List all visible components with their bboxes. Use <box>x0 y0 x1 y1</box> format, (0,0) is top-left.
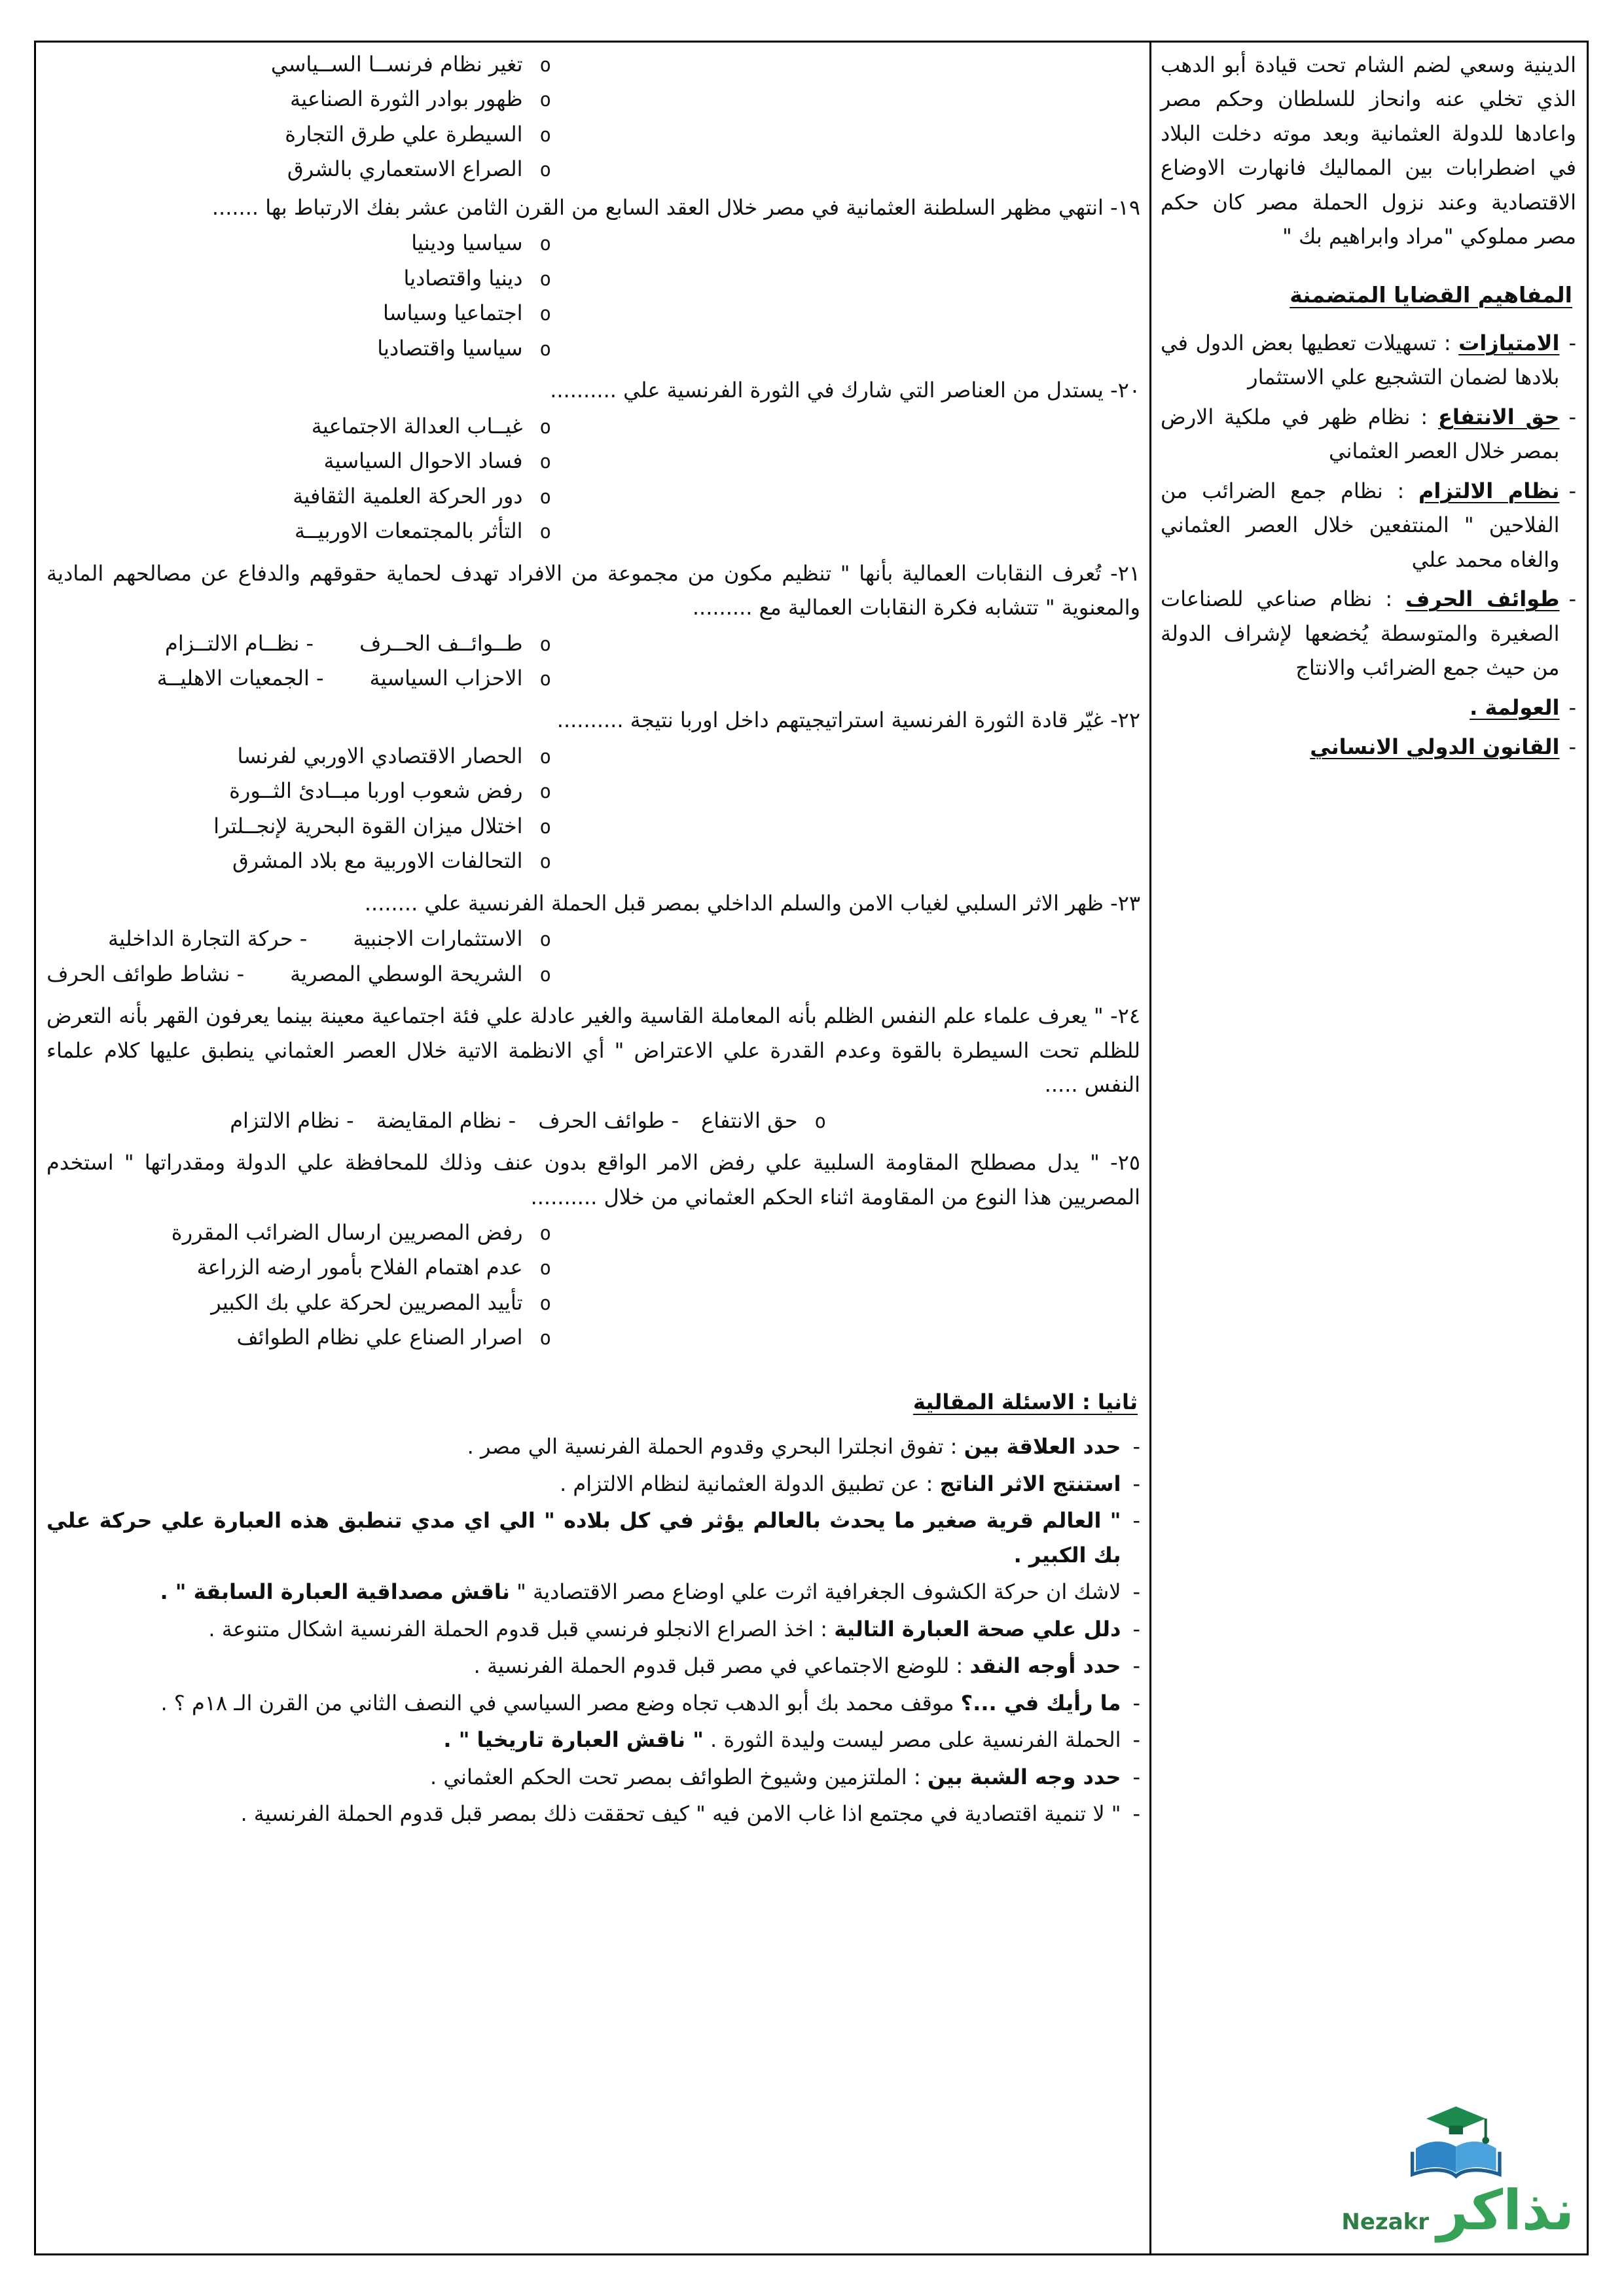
essay-item <box>46 1612 1140 1646</box>
concept-term: الامتيازات <box>1458 330 1560 355</box>
option-bullet-icon: o <box>539 302 551 325</box>
dash-bullet: - <box>1132 1616 1140 1641</box>
essay-item <box>46 1797 1140 1831</box>
option-cells <box>237 739 522 773</box>
option-row <box>46 82 551 116</box>
option-text: اختلال ميزان القوة البحرية لإنجــلترا <box>213 813 523 838</box>
option-row <box>46 1250 551 1284</box>
essay-text <box>46 1467 1121 1501</box>
logo-latin-text: Nezakr <box>1341 2209 1430 2236</box>
question-options <box>46 739 1140 878</box>
option-text: الاحزاب السياسية <box>369 665 523 691</box>
option-text: الشريحة الوسطي المصرية <box>290 961 523 986</box>
option-row <box>46 809 551 843</box>
text-segment: ما رأيك في ...؟ <box>960 1690 1121 1715</box>
option-text: حق الانتفاع <box>701 1107 798 1133</box>
text-segment: ناقش مصداقية العبارة السابقة " . <box>160 1579 510 1605</box>
essay-text <box>46 1760 1121 1794</box>
option-row <box>46 739 551 773</box>
option-text: ظهور بوادر الثورة الصناعية <box>290 86 523 112</box>
concept-term: نظام الالتزام <box>1418 478 1560 503</box>
option-row <box>46 152 551 186</box>
option-bullet-icon: o <box>539 1291 551 1314</box>
dash-bullet: - <box>1568 694 1576 720</box>
option-text: سياسيا واقتصاديا <box>377 335 523 361</box>
option-row <box>46 1285 551 1319</box>
option-text: - طوائف الحرف <box>538 1107 679 1133</box>
option-cells <box>108 922 523 956</box>
dash-bullet: - <box>1568 478 1576 503</box>
sidebar-heading: المفاهيم القضايا المتضمنة <box>1290 281 1572 308</box>
essay-item <box>46 1467 1140 1501</box>
option-bullet-icon: o <box>539 267 551 290</box>
concept-item <box>1161 691 1576 725</box>
text-segment: موقف محمد بك أبو الدهب تجاه وضع مصر السياسي في النصف الثاني من القرن الـ ١٨م ؟ . <box>160 1690 961 1715</box>
option-text: دينيا واقتصاديا <box>403 265 523 291</box>
option-cells <box>157 661 523 695</box>
dash-bullet: - <box>1132 1579 1140 1605</box>
option-cells <box>293 479 522 513</box>
option-cells <box>165 626 522 660</box>
option-text: - نظام الالتزام <box>230 1107 354 1133</box>
dash-bullet: - <box>1132 1434 1140 1460</box>
concept-item <box>1161 474 1576 577</box>
option-cells <box>287 152 523 186</box>
essay-text <box>46 1612 1121 1646</box>
option-text: السيطرة علي طرق التجارة <box>285 121 523 147</box>
option-row <box>46 331 551 365</box>
essay-text <box>46 1686 1121 1720</box>
option-cells <box>403 261 522 295</box>
option-bullet-icon: o <box>539 963 551 986</box>
option-bullet-icon: o <box>539 337 551 360</box>
text-segment: الحملة الفرنسية على مصر ليست وليدة الثورة . <box>703 1727 1121 1753</box>
option-text: دور الحركة العلمية الثقافية <box>293 483 523 509</box>
text-segment: : تفوق انجلترا البحري وقدوم الحملة الفرنسية الي مصر . <box>467 1434 964 1460</box>
main-column <box>36 43 1149 2253</box>
option-bullet-icon: o <box>539 232 551 255</box>
concept-definition: : نظام ظهر في ملكية الارض بمصر خلال العصر العثماني <box>1161 404 1560 464</box>
question-options <box>46 409 1140 548</box>
essay-item <box>46 1503 1140 1572</box>
dash-bullet: - <box>1568 734 1576 760</box>
option-text: تغير نظام فرنســا الســياسي <box>270 52 523 77</box>
option-cells <box>213 809 522 843</box>
option-bullet-icon: o <box>539 450 551 473</box>
logo-text <box>1341 2178 1574 2243</box>
concept-text <box>1161 582 1559 685</box>
option-text: طــوائــف الحــرف <box>359 630 523 656</box>
option-text: تأييد المصريين لحركة علي بك الكبير <box>211 1289 523 1315</box>
dash-bullet: - <box>1132 1653 1140 1679</box>
option-text: - الجمعيات الاهليــة <box>156 665 324 691</box>
essay-item <box>46 1575 1140 1609</box>
text-segment: : الملتزمين وشيوخ الطوائف بمصر تحت الحكم العثماني . <box>430 1764 928 1789</box>
dash-bullet: - <box>1132 1690 1140 1715</box>
question-text: ٢٢- غيّر قادة الثورة الفرنسية استراتيجيتهم داخل اوربا نتيجة .......... <box>556 708 1140 733</box>
option-bullet-icon: o <box>539 850 551 873</box>
option-cells <box>171 1215 523 1249</box>
essay-item <box>46 1649 1140 1683</box>
concept-item <box>1161 730 1576 764</box>
text-segment: حدد وجه الشبة بين <box>927 1764 1121 1789</box>
option-bullet-icon: o <box>539 415 551 438</box>
option-bullet-icon: o <box>539 745 551 768</box>
dash-bullet: - <box>1568 330 1576 355</box>
option-bullet-icon: o <box>814 1109 826 1132</box>
option-text: رفض المصريين ارسال الضرائب المقررة <box>171 1220 523 1245</box>
question-23 <box>46 886 1140 991</box>
option-cells <box>229 774 522 808</box>
dash-bullet: - <box>1132 1727 1140 1753</box>
essay-text <box>46 1429 1121 1463</box>
option-cells <box>312 409 523 443</box>
option-bullet-icon: o <box>539 520 551 543</box>
option-bullet-icon: o <box>539 1327 551 1350</box>
question-text: ٢٥- " يدل مصطلح المقاومة السلبية علي رفض الامر الواقع بدون عنف وذلك للمحافظة علي الدولة ومقدراتها " استخدم المصريين هذا النوع من المقاومة اثناء الحكم العثماني من خلال .......... <box>46 1150 1140 1210</box>
option-text: الصراع الاستعماري بالشرق <box>287 156 523 182</box>
dash-bullet: - <box>1132 1471 1140 1496</box>
concept-definition: : نظام جمع الضرائب من الفلاحين " المنتفعين خلال العصر العثماني والغاه محمد علي <box>1161 478 1560 572</box>
option-text: - نظــام الالتــزام <box>165 630 314 656</box>
concept-definition: : تسهيلات تعطيها بعض الدول في بلادها لضمان التشجيع علي الاستثمار <box>1161 330 1560 390</box>
text-segment: حدد أوجه النقد <box>969 1653 1121 1679</box>
text-segment: دلل علي صحة العبارة التالية <box>834 1616 1121 1641</box>
option-bullet-icon: o <box>539 485 551 508</box>
text-segment: " ناقش العبارة تاريخيا " . <box>443 1727 704 1753</box>
concept-term: العولمة . <box>1470 694 1560 720</box>
question-19 <box>46 190 1140 365</box>
option-text: رفض شعوب اوربا مبــادئ الثــورة <box>229 778 523 804</box>
question-20 <box>46 373 1140 548</box>
text-segment: لاشك ان حركة الكشوف الجغرافية اثرت علي اوضاع مصر الاقتصادية " <box>509 1579 1121 1605</box>
essay-item <box>46 1760 1140 1794</box>
option-cells <box>236 1320 522 1354</box>
option-row <box>46 1215 551 1249</box>
dash-bullet: - <box>1132 1764 1140 1789</box>
option-cells <box>271 47 523 81</box>
option-bullet-icon: o <box>539 158 551 181</box>
option-row <box>46 409 551 443</box>
concept-definition: : نظام صناعي للصناعات الصغيرة والمتوسطة يُخضعها لإشراف الدولة من حيث جمع الضرائب والانتاج <box>1161 586 1560 681</box>
option-cells <box>197 1250 523 1284</box>
logo-arabic-text: نذاكر <box>1437 2178 1574 2243</box>
sidebar-column <box>1149 43 1587 2253</box>
option-bullet-icon: o <box>539 815 551 838</box>
essay-heading: ثانيا : الاسئلة المقالية <box>912 1389 1138 1414</box>
option-row <box>46 226 551 260</box>
option-cells <box>232 844 523 878</box>
book-graduation-cap-icon <box>1405 2103 1510 2181</box>
sidebar-concepts-list <box>1161 326 1576 764</box>
option-row <box>46 774 551 808</box>
question-options <box>46 1215 1140 1355</box>
question-21 <box>46 556 1140 696</box>
option-row <box>46 514 551 548</box>
option-row <box>46 261 551 295</box>
essay-item <box>46 1686 1140 1720</box>
concept-text <box>1161 730 1559 764</box>
option-cells <box>295 514 523 548</box>
option-text: الاستثمارات الاجنبية <box>353 926 523 952</box>
dash-bullet: - <box>1132 1801 1140 1827</box>
option-row <box>46 1320 551 1354</box>
option-row <box>46 479 551 513</box>
option-row <box>46 47 551 81</box>
concept-term: القانون الدولي الانساني <box>1310 734 1560 760</box>
option-row <box>46 661 551 695</box>
text-segment: " العالم قرية صغير ما يحدث بالعالم يؤثر في كل بلاده " الي اي مدي تنطبق هذه العبارة علي حركة علي بك الكبير . <box>46 1508 1121 1568</box>
option-bullet-icon: o <box>539 780 551 803</box>
carryover-options <box>46 47 1140 187</box>
essay-item <box>46 1429 1140 1463</box>
dash-bullet: - <box>1132 1508 1140 1534</box>
option-bullet-icon: o <box>539 928 551 951</box>
option-row <box>46 444 551 478</box>
question-options <box>46 626 1140 696</box>
option-bullet-icon: o <box>539 1257 551 1280</box>
question-22 <box>46 703 1140 878</box>
option-text: عدم اهتمام الفلاح بأمور ارضه الزراعة <box>196 1255 523 1280</box>
option-text: الحصار الاقتصادي الاوربي لفرنسا <box>237 743 523 768</box>
concept-item <box>1161 326 1576 395</box>
essay-item <box>46 1723 1140 1757</box>
option-cells <box>211 1285 522 1319</box>
option-text: فساد الاحوال السياسية <box>323 448 523 474</box>
concept-item <box>1161 582 1576 685</box>
question-text: ٢١- تُعرف النقابات العمالية بأنها " تنظيم مكون من مجموعة من الافراد تهدف لحماية حقوقهم والدفاع عن مصالحهم المادية والمعنوية " تتشابه فكرة النقابات العمالية مع ......... <box>46 560 1140 620</box>
question-text: ١٩- انتهي مظهر السلطنة العثمانية في مصر خلال العقد السابع من القرن الثامن عشر بفك الارتباط بها ....... <box>211 194 1140 220</box>
option-bullet-icon: o <box>539 1222 551 1244</box>
option-text: اصرار الصناع علي نظام الطوائف <box>236 1325 523 1350</box>
question-24 <box>46 999 1140 1138</box>
option-row <box>46 117 551 151</box>
option-row <box>46 626 551 660</box>
question-text: ٢٣- ظهر الاثر السلبي لغياب الامن والسلم الداخلي بمصر قبل الحملة الفرنسية علي ........ <box>364 890 1140 916</box>
option-row <box>46 844 551 878</box>
sidebar-intro-paragraph: الدينية وسعي لضم الشام تحت قيادة أبو الدهب الذي تخلي عنه وانحاز للسلطان وحكم مصر واعادها للدولة العثمانية وبعد موته دخلت البلاد في اضطرابات بين المماليك فانهارت الاوضاع الاقتصادية وعند نزول الحملة مصر كان حكم مصر مملوكي "مراد وابراهيم بك " <box>1161 52 1576 249</box>
concept-term: حق الانتفاع <box>1437 404 1560 429</box>
text-segment: حدد العلاقة بين <box>964 1434 1121 1460</box>
option-text: - حركة التجارة الداخلية <box>108 926 308 952</box>
option-row <box>46 296 551 330</box>
option-cells <box>411 226 522 260</box>
option-text: اجتماعيا وسياسا <box>383 300 523 326</box>
option-row <box>46 957 551 991</box>
concept-item <box>1161 400 1576 469</box>
option-row <box>46 922 551 956</box>
text-segment: : للوضع الاجتماعي في مصر قبل قدوم الحملة الفرنسية . <box>473 1653 970 1679</box>
option-text: - نظام المقايضة <box>376 1107 516 1133</box>
option-cells <box>285 117 522 151</box>
option-cells <box>377 331 522 365</box>
option-row <box>46 1103 826 1138</box>
question-text: ٢٤- " يعرف علماء علم النفس الظلم بأنه المعاملة القاسية والغير عادلة علي فئة اجتماعية معينة بينما يعرفون القهر بأنه التعرض للظلم تحت السيطرة بالقوة وعدم القدرة علي الاعتراض " أي الانظمة الاتية خلال العصر العثماني ينطبق عليها كلام علماء النفس ..... <box>46 1003 1140 1098</box>
essay-text <box>46 1797 1121 1831</box>
option-cells <box>290 82 523 116</box>
option-text: التأثر بالمجتمعات الاوربيــة <box>295 518 523 544</box>
text-segment: " لا تنمية اقتصادية في مجتمع اذا غاب الامن فيه " كيف تحققت ذلك بمصر قبل قدوم الحملة الفرنسية . <box>240 1801 1121 1827</box>
option-text: التحالفات الاوربية مع بلاد المشرق <box>232 848 523 874</box>
option-text: - نشاط طوائف الحرف <box>46 961 245 986</box>
essay-text <box>46 1649 1121 1683</box>
question-text: ٢٠- يستدل من العناصر التي شارك في الثورة الفرنسية علي .......... <box>550 378 1140 403</box>
concept-text <box>1161 691 1559 725</box>
essay-text <box>46 1575 1121 1609</box>
concept-text <box>1161 326 1559 395</box>
option-cells <box>324 444 523 478</box>
concept-text <box>1161 474 1559 577</box>
essay-text <box>46 1503 1121 1572</box>
question-options <box>46 922 1140 991</box>
essay-section <box>46 1385 1140 1831</box>
option-bullet-icon: o <box>539 88 551 111</box>
dash-bullet: - <box>1568 586 1576 612</box>
option-cells <box>383 296 522 330</box>
option-bullet-icon: o <box>539 632 551 655</box>
text-segment: : اخذ الصراع الانجلو فرنسي قبل قدوم الحملة الفرنسية اشكال متنوعة . <box>208 1616 835 1641</box>
concept-term: طوائف الحرف <box>1405 586 1560 612</box>
option-bullet-icon: o <box>539 54 551 76</box>
option-bullet-icon: o <box>539 667 551 690</box>
nezakr-logo <box>1335 2099 1581 2245</box>
essay-list <box>46 1429 1140 1831</box>
option-cells <box>230 1103 797 1138</box>
dash-bullet: - <box>1568 404 1576 429</box>
option-text: سياسيا ودينيا <box>411 230 523 256</box>
question-25 <box>46 1145 1140 1355</box>
option-bullet-icon: o <box>539 123 551 146</box>
option-cells <box>46 957 522 991</box>
text-segment: : عن تطبيق الدولة العثمانية لنظام الالتزام . <box>560 1471 940 1496</box>
document-sheet <box>34 41 1589 2255</box>
text-segment: استنتج الاثر الناتج <box>939 1471 1121 1496</box>
essay-text <box>46 1723 1121 1757</box>
concept-text <box>1161 400 1559 469</box>
option-text: غيــاب العدالة الاجتماعية <box>311 413 523 439</box>
question-options <box>46 226 1140 365</box>
question-options <box>46 1103 1140 1138</box>
